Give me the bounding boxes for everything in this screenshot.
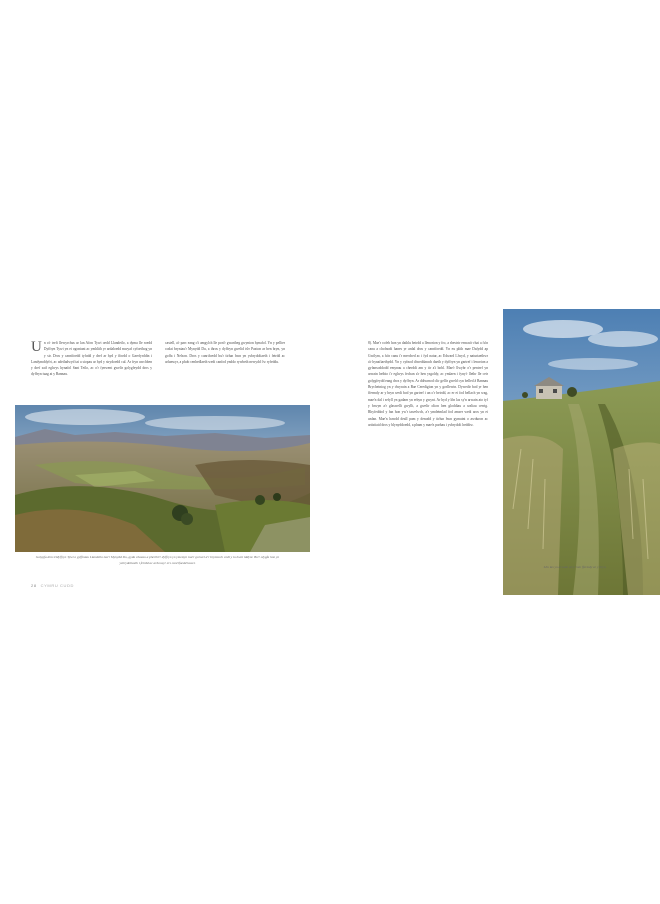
page-number: 28 (31, 583, 37, 588)
valley-landscape-photo (15, 405, 310, 552)
drop-cap: U (31, 340, 42, 355)
valley-photo-caption: Golygfa dros Ddyffryn Tywi o gyffiniau Llandeilo tua'r Mynydd Du, gyda chaeau a pherthi'r dyffryn yn ymestyn tua'r gorwel a'r bryniau'n codi y tu hwnt iddynt. Bu'r olygfa hon yn ysbrydoliaeth i feirdd ac arlunwyr ers canrifoedd lawer. (35, 555, 280, 565)
right-column-text: 8). Mae'r cofeb hon yn dathlu beirdd a llenorion y fro, a rhestrir enwau'r rhai a fu'n canu a chofnodi hanes yr ardal dros y canrifoedd. Yn eu plith mae Dafydd ap Gwilym, a fu'n canu i'r merched ac i fyd natur, ac Edward Llwyd, y naturiaethwr a'r hynafiaethydd. Yn y cyfnod diweddarach daeth y dyffryn yn gartref i lenorion a gyfansoddodd emynau a cherddi am y tir a'i bobl. Mae'r llwybr o'r pentref yn arwain heibio i'r eglwys fechan a'r hen ysgoldy, ac ymlaen i fyny'r llethr lle ceir golygfeydd eang dros y dyffryn. Ar ddiwrnod clir gellir gweld cyn belled â Bannau Brycheiniog yn y dwyrain a Bae Ceredigion yn y gorllewin. Dywedir bod yr hen ffermdy ar y bryn wedi bod yn gartref i un o'r beirdd, ac er ei fod bellach yn wag, mae'n dal i sefyll yn gadarn yn erbyn y gwynt. Ar hyd y lôn las sy'n arwain ato tyf y brwyn a'r glaswellt gwyllt, a gwelir olion hen gloddiau a waliau cerrig. Rhyfeddod y fan hon yw'r tawelwch, a'r ymdeimlad fod amser wedi aros yn ei unfan. Mae'n hawdd deall pam y denodd y tirlun hwn gymaint o awduron ac artistiaid dros y blynyddoedd, a pham y mae'n parhau i ysbrydoli heddiw. (368, 341, 488, 427)
valley-landscape-image (15, 405, 310, 552)
farmhouse-photo-caption: Lôn las yn arwain at yr hen ffermdy ar y bryn. (543, 565, 607, 569)
farmhouse-lane-image (503, 309, 660, 595)
column-2-text: castell, a'r parc eang o'i amgylch lle pori'r gwartheg gwynion hynafol. Yn y pellter codai bryniau'r Mynydd Du, a thros y dyffryn gwelid tŵr Paxton ar ben bryn, yn goffa i Nelson. Dros y canrifoedd bu'r tirlun hwn yn ysbrydoliaeth i feirdd ac arlunwyr, a phob cenhedlaeth wedi canfod ynddo rywbeth newydd i'w ryfeddu. (165, 341, 285, 364)
body-column-right (368, 340, 488, 568)
running-title: CYMRU CUDD (40, 583, 74, 588)
farmhouse-lane-photo (503, 309, 660, 595)
column-1-text: n o'r trefi llewyrchus ar lan Afon Tywi oedd Llandeilo, a dyma lle roedd Dyffryn Tywi yn ei ogoniant ac ymhlith yr ardaloedd mwyaf cyfoethog yn y sir. Dros y canrifoedd tyfodd y dref ar hyd y ffordd o Gaerfyrddin i Landymddyfri, ac adeiladwyd tai a siopau ar hyd y strydoedd cul. Ar fryn uwchben y dref saif eglwys hynafol Sant Teilo, ac o'r fynwent gwelir golygfeydd dros y dyffryn tuag at y Bannau. (31, 341, 152, 377)
body-column-1 (31, 340, 152, 402)
body-column-2 (165, 340, 285, 402)
page-folio (31, 583, 74, 588)
